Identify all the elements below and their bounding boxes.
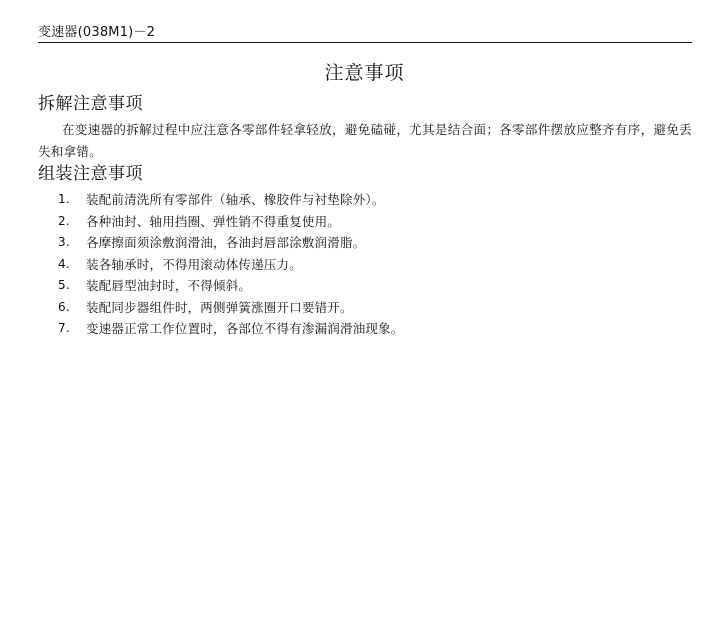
- step-text: 装配唇型油封时，不得倾斜。: [86, 278, 252, 293]
- step-text: 装配同步器组件时，两侧弹簧涨圈开口要错开。: [86, 299, 353, 315]
- step-number: 5.: [58, 278, 70, 292]
- step-number: 7.: [58, 321, 70, 335]
- disassembly-paragraph: 在变速器的拆解过程中应注意各零部件轻拿轻放，避免磕碰，尤其是结合面；各零部件摆放应整齐有序，避免丢失和拿错。: [38, 122, 692, 159]
- step-number: 1.: [58, 192, 70, 206]
- page-title: 注意事项: [324, 62, 405, 84]
- step-text: 装配前清洗所有零部件（轴承、橡胶件与衬垫除外）。: [86, 192, 385, 207]
- header-text: 变速器(038M1)－2: [38, 25, 156, 40]
- step-text: 各摩擦面须涂敷润滑油，各油封唇部涂敷润滑脂。: [86, 235, 366, 250]
- step-number: 2.: [58, 213, 70, 228]
- disassembly-heading: 拆解注意事项: [38, 94, 143, 114]
- page-header: [38, 24, 692, 43]
- step-text: 装各轴承时，不得用滚动体传递压力。: [86, 256, 302, 272]
- step-number: 4.: [58, 256, 70, 271]
- step-text: 各种油封、轴用挡圈、弹性销不得重复使用。: [86, 213, 341, 229]
- step-text: 变速器正常工作位置时，各部位不得有渗漏润滑油现象。: [86, 321, 404, 336]
- step-number: 3.: [58, 235, 70, 249]
- assembly-heading: 组装注意事项: [38, 164, 143, 184]
- step-number: 6.: [58, 299, 70, 314]
